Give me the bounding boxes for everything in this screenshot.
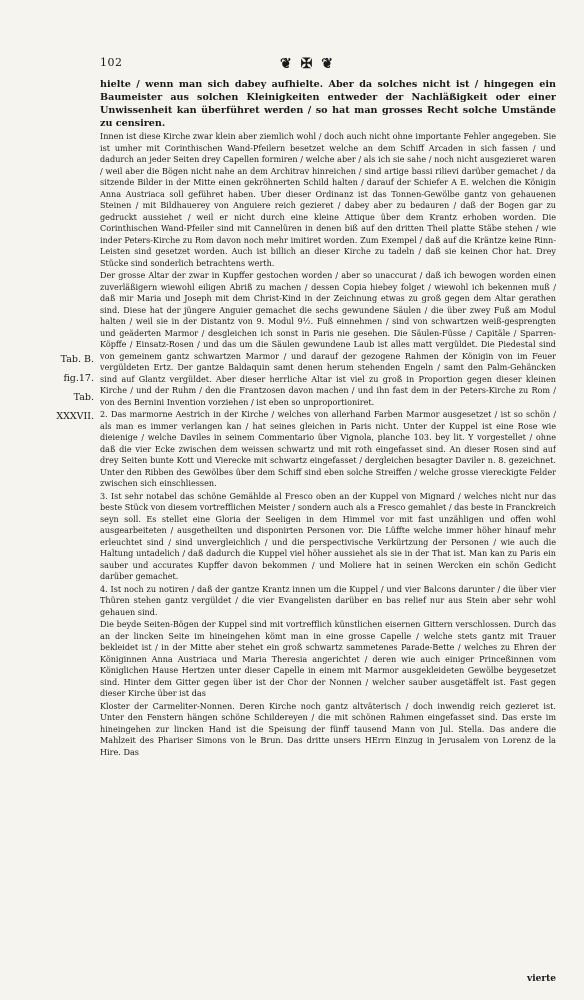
paragraph: 4. Ist noch zu notiren / daß der gantze Krantz innen um die Kuppel / und vier Balcons darunter / die über vier Thüren stehen gantz vergüldet / die vier Evangelisten darüber en bas relief nur aus Stein aber sehr wohl gehauen sind.: [100, 583, 556, 617]
margin-note: Tab. B.: [60, 354, 94, 365]
paragraph: hielte / wenn man sich dabey aufhielte. Aber da solches nicht ist / hingegen ein Baumeister aus solchen Kleinigkeiten entweder der Nachläßigkeit oder einer Unwissenheit kan überführet werden / so hat man grosses Recht solche Umstände zu censiren.: [100, 79, 556, 129]
margin-note: XXXVII.: [56, 411, 94, 422]
page-number: 102: [100, 56, 123, 69]
paragraph: Kloster der Carmeliter-Nonnen. Deren Kirche noch gantz altväterisch / doch inwendig reich gezieret ist. Unter den Fenstern hängen schöne Schildereyen / die mit schönen Rahmen eingefasset sind. Das erste im hineingehen zur lincken Hand ist die Speisung der fünff tausend Mann von Jul. Stella. Das andere die Mahlzeit des Phariser Simons von le Brun. Das dritte unsers HErrn Einzug in Jerusalem von Lorenz de la Hire. Das: [100, 700, 556, 757]
body-text: [100, 78, 556, 978]
page-header: [100, 56, 550, 76]
paragraph: 3. Ist sehr notabel das schöne Gemählde al Fresco oben an der Kuppel von Mignard / welches nicht nur das beste Stück von diesem vortrefflichen Meister / sondern auch als a Fresco gemahlet / das beste in Franckreich seyn soll. Es stellet eine Gloria der Seeligen in dem Himmel vor mit fast unzähligen und offen wohl ausgearbeiteten / ausgetheilten und disponirten Personen vor. Die Lüffte welche immer höher hinauf mehr erleuchtet sind / sind unvergleichlich / und die perspectivische Verkürtzung der Personen / wie auch die Haltung untadelich / daß dadurch die Kuppel viel höher aussiehet als sie in der That ist. Man kan zu Paris ein sauber und accurates Kupffer davon bekommen / und Moliere hat in seinen Wercken ein schön Gedicht darüber gemachet.: [100, 490, 556, 581]
margin-note: Tab.: [73, 392, 94, 403]
paragraph: 2. Das marmorne Aestrich in der Kirche / welches von allerhand Farben Marmor ausgesetzet / ist so schön / als man es immer verlangen kan / hat seines gleichen in Paris nicht. Unter der Kuppel ist eine Rose wie dieienige / welche Daviles in seinem Commentario über Vignola, planche 103. bey lit. Y vorgestellet / ohne daß die vier Ecke zwischen dem weissen schwartz und mit roth eingefasset sind. An dieser Rosen sind auf drey Seiten bunte Kott und Vierecke mit schwartz eingefasset / dergleichen besagter Daviler n. 8. gezeichnet. Unter den Ribben des Gewölbes über dem Schiff sind eben solche Streiffen / welche grosse viereckigte Felder zwischen sich einschliessen.: [100, 409, 556, 488]
margin-notes: [44, 350, 94, 426]
paragraph: Innen ist diese Kirche zwar klein aber ziemlich wohl / doch auch nicht ohne importante Fehler angegeben. Sie ist umher mit Corinthischen Wand-Pfeilern besetzet welche an dem Schiff Arcaden in sich fassen / und dadurch an jeder Seiten drey Capellen formiren / welche aber / als ich sie sahe / noch nicht ausgezieret waren / weil aber die Bögen nicht nahe an dem Architrav hinreichen / sind artige bassi rilievi darüber gemachet / da sitzende Bilder in der Mitte einen gekröhnerten Schild halten / darauf der Schiefer A E. welchen die Königin Anna Austriaca soll geführet haben. Uber dieser Ordinanz ist das Tonnen-Gewölbe gantz von gehauenen Steinen / mit Bildhauerey von Anguiere reich gezieret / dabey aber zu bedauren / daß der Bogen gar zu gedruckt aussiehet / weil er nicht durch eine kleine Attique über dem Krantz erhoben worden. Die Corinthischen Wand-Pfeiler sind mit Cannelüren in denen biß auf den dritten Theil platte Stäbe stehen / wie inder Peters-Kirche zu Rom davon noch mehr imitiret worden. Zum Exempel / daß auf die Kräntze keine Rinn-Leisten sind gesetzet worden. Auch ist billich an dieser Kirche zu tadeln / daß sie keinen Chor hat. Drey Stücke sind sonderlich betrachtens werth.: [100, 131, 556, 268]
paragraph: Die beyde Seiten-Bögen der Kuppel sind mit vortrefflich künstlichen eisernen Gittern verschlossen. Durch das an der lincken Seite im hineingehen kömt man in eine grosse Capelle / welche stets gantz mit Trauer bekleidet ist / in der Mitte aber stehet ein groß schwartz sammetenes Parade-Bette / welches zu Ehren der Königinnen Anna Austriaca und Maria Theresia angerichtet / deren wie auch einiger Princeßinnen vom Königlichen Hause Hertzen unter dieser Capelle in einem mit Marmor ausgekleideten Gewölbe beygesetzet sind. Hinter dem Gitter gegen über ist der Chor der Nonnen / welcher sauber ausgetäffelt ist. Fast gegen dieser Kirche über ist das: [100, 619, 556, 698]
catchword: vierte: [527, 974, 556, 984]
header-ornament: ❦ ✠ ❦: [280, 56, 335, 72]
paragraph: Der grosse Altar der zwar in Kupffer gestochen worden / aber so unaccurat / daß ich bewogen worden einen zuverläßigern wiewohl eiligen Abriß zu machen / dessen Copia hiebey folget / wiewohl ich bekennen muß / daß mir Maria und Joseph mit dem Christ-Kind in der Zeichnung etwas zu groß gegen dem Altar gerathen sind. Diese hat der jüngere Anguier gemachet die sechs gewundene Säulen / die über zwey Fuß am Modul halten / weil sie in der Distantz von 9. Modul 9½. Fuß einnehmen / sind von schwartzen weiß-gesprengten und geäderten Marmor / desgleichen ich sonst in Paris nie gesehen. Die Säulen-Füsse / Capitäle / Sparren-Köpffe / Einsatz-Rosen / und das um die Säulen gewundene Laub ist alles matt vergüldet. Die Piedestal sind von gemeinem gantz schwartzen Marmor / und darauf der gezogene Rahmen der Königin von im Feuer vergüldeten Ertz. Der gantze Baldaquin samt denen herum stehenden Engeln / samt den Palm-Gehäncken sind auf Glantz vergüldet. Aber dieser herrliche Altar ist viel zu groß in Proportion gegen dieser kleinen Kirche / und der Ruhm / den die Frantzosen davon machen / und ihn fast dem in der Peters-Kirche zu Rom / von des Bernini Invention vorziehen / ist eben so unproportioniret.: [100, 270, 556, 407]
margin-note: fig.17.: [63, 373, 94, 384]
